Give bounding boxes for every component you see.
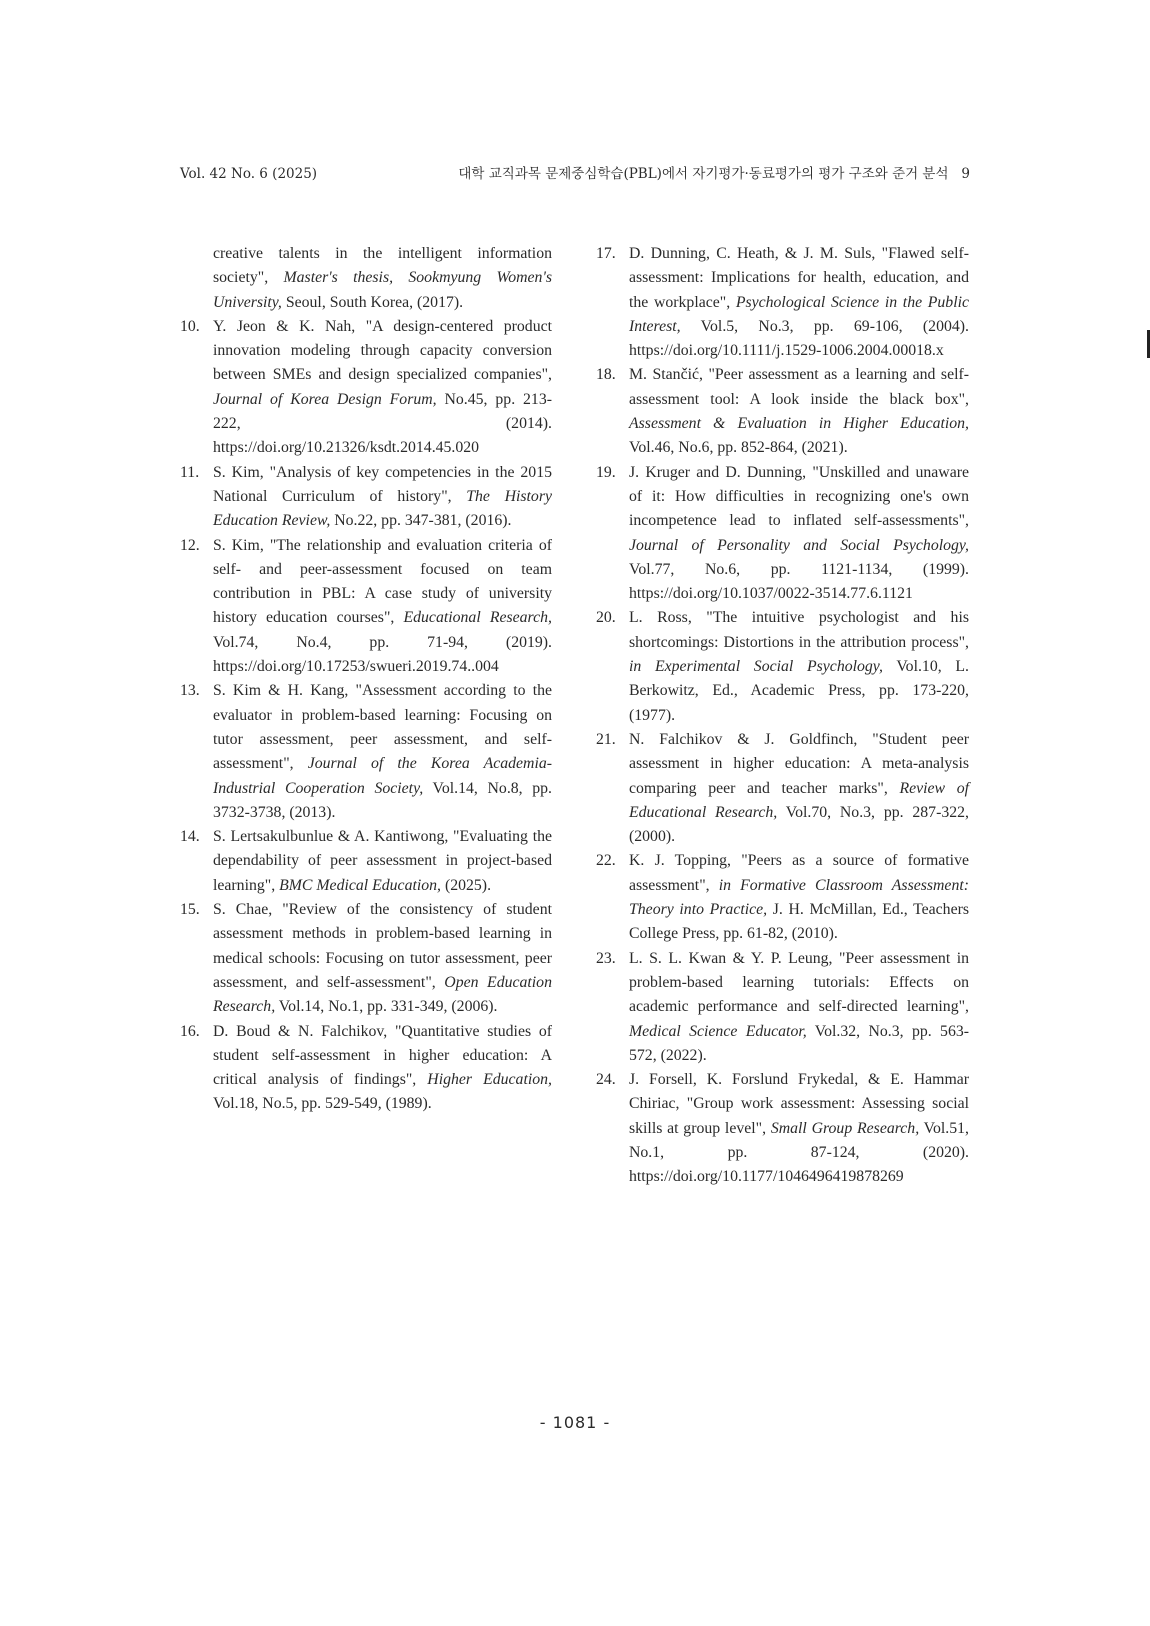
ref-number: 12. <box>180 536 200 554</box>
running-header <box>180 162 970 186</box>
ref-text: Y. Jeon & K. Nah, "A design-centered product innovation modeling through capacity conversion between SMEs and design specialized companies", <box>213 317 552 384</box>
ref-text: J. Kruger and D. Dunning, "Unskilled and unaware of it: How difficulties in recognizing one's own incompetence lead to inflated self-assessments", <box>629 463 969 530</box>
reference-item <box>596 1068 969 1189</box>
ref-details: Vol.18, No.5, pp. 529-549, (1989). <box>213 1095 432 1113</box>
ref-source: Educational Research, <box>403 609 552 627</box>
ref-details: Vol.70, No.3, pp. 287-322, (2000). <box>629 803 969 846</box>
ref-details: Vol.32, No.3, pp. 563-572, (2022). <box>629 1022 969 1064</box>
ref-text: S. Chae, "Review of the consistency of student assessment methods in problem-based learning in medical schools: Focusing on tutor assessment, peer assessment, and self-assessment", <box>213 901 552 991</box>
ref-details: (2025). <box>441 876 492 894</box>
ref-details: Vol.10, L. Berkowitz, Ed., Academic Press, pp. 173-220, (1977). <box>629 658 969 724</box>
ref-text: S. Kim, "Analysis of key competencies in the 2015 National Curriculum of history", <box>213 463 552 505</box>
ref-text: N. Falchikov & J. Goldfinch, "Student peer assessment in higher education: A meta-analysis comparing peer and teacher marks", <box>629 730 969 797</box>
ref-details: J. H. McMillan, Ed., Teachers College Press, pp. 61-82, (2010). <box>629 901 969 943</box>
running-title <box>458 162 970 186</box>
reference-item <box>596 461 969 607</box>
reference-item <box>180 679 552 825</box>
ref-source: Master's thesis, Sookmyung Women's University, <box>213 269 552 311</box>
ref-number: 21. <box>596 730 616 748</box>
reference-item <box>596 242 969 363</box>
page-number-footer: - 1081 - <box>539 1413 611 1432</box>
ref-number: 22. <box>596 852 616 870</box>
ref-source: Small Group Research, <box>770 1119 920 1137</box>
reference-item <box>180 898 552 1019</box>
reference-item <box>180 534 552 680</box>
ref-text: M. Stančić, "Peer assessment as a learning and self-assessment tool: A look inside the black box", <box>629 366 969 408</box>
ref-details: Seoul, South Korea, (2017). <box>281 293 464 311</box>
ref-source: Journal of Personality and Social Psychology, <box>629 536 969 554</box>
ref-source: The History Education Review, <box>213 487 552 530</box>
running-title-text: 대학 교직과목 문제중심학습(PBL)에서 자기평가·동료평가의 평가 구조와 준거 분석 <box>458 166 949 182</box>
ref-details: No.22, pp. 347-381, (2016). <box>330 512 512 530</box>
reference-item <box>180 1020 552 1117</box>
reference-item <box>596 947 969 1068</box>
ref-number: 15. <box>180 901 200 919</box>
ref-source: in Experimental Social Psychology, <box>629 658 883 676</box>
ref-text: K. J. Topping, "Peers as a source of formative assessment", <box>629 852 969 894</box>
ref-text: S. Kim & H. Kang, "Assessment according to the evaluator in problem-based learning: Focusing on tutor assessment, peer assessment, and self-assessment", <box>213 682 552 773</box>
ref-number: 24. <box>596 1071 616 1089</box>
ref-text: S. Kim, "The relationship and evaluation criteria of self- and peer-assessment focused on team contribution in PBL: A case study of university history education courses", <box>213 536 552 627</box>
header-page-number: 9 <box>961 166 970 182</box>
ref-number: 20. <box>596 609 616 627</box>
ref-details: Vol.46, No.6, pp. 852-864, (2021). <box>629 439 848 457</box>
ref-source: Assessment & Evaluation in Higher Education, <box>629 415 969 433</box>
reference-item <box>180 315 552 461</box>
ref-details: Vol.77, No.6, pp. 1121-1134, (1999). https://doi.org/10.1037/0022-3514.77.6.1121 <box>629 560 969 603</box>
ref-number: 23. <box>596 949 616 967</box>
ref-text: L. S. L. Kwan & Y. P. Leung, "Peer assessment in problem-based learning tutorials: Effects on academic performance and self-directed learning", <box>629 949 969 1016</box>
reference-item <box>596 363 969 460</box>
reference-item <box>180 461 552 534</box>
reference-item <box>596 606 969 727</box>
ref-number: 13. <box>180 682 200 700</box>
reference-item <box>180 825 552 898</box>
ref-details: Vol.74, No.4, pp. 71-94, (2019). https://doi.org/10.17253/swueri.2019.74..004 <box>213 633 552 676</box>
ref-text: S. Lertsakulbunlue & A. Kantiwong, "Evaluating the dependability of peer assessment in project-based learning", <box>213 828 552 894</box>
ref-details: Vol.14, No.1, pp. 331-349, (2006). <box>275 998 498 1016</box>
ref-text: L. Ross, "The intuitive psychologist and his shortcomings: Distortions in the attribution process", <box>629 609 969 651</box>
journal-volume: Vol. 42 No. 6 (2025) <box>180 166 318 182</box>
right-column <box>596 242 969 1190</box>
ref-source: Open Education Research, <box>213 973 552 1016</box>
ref-text: D. Boud & N. Falchikov, "Quantitative studies of student self-assessment in higher education: A critical analysis of findings", <box>213 1022 552 1089</box>
ref-details: Vol.51, No.1, pp. 87-124, (2020). https://doi.org/10.1177/1046496419878269 <box>629 1119 969 1186</box>
ref-source: Psychological Science in the Public Interest, <box>629 293 969 335</box>
ref-source: Journal of the Korea Academia-Industrial Cooperation Society, <box>213 755 553 797</box>
ref-details: Vol.5, No.3, pp. 69-106, (2004). https://doi.org/10.1111/j.1529-1006.2004.00018.x <box>629 317 969 360</box>
ref-details: Vol.14, No.8, pp. 3732-3738, (2013). <box>213 779 553 821</box>
ref-source: Journal of Korea Design Forum, <box>213 390 437 408</box>
ref-text: D. Dunning, C. Heath, & J. M. Suls, "Flawed self-assessment: Implications for health, education, and the workplace", <box>629 245 969 311</box>
ref-number: 17. <box>596 245 616 262</box>
ref-source: Review of Educational Research, <box>629 779 969 821</box>
reference-item <box>596 849 969 946</box>
ref-number: 10. <box>180 317 200 335</box>
reference-item <box>596 728 969 849</box>
ref-source: in Formative Classroom Assessment: Theory into Practice, <box>629 876 969 919</box>
ref-source: Higher Education, <box>427 1071 552 1089</box>
ref-source: BMC Medical Education, <box>279 876 441 894</box>
ref-number: 19. <box>596 463 616 481</box>
ref-source: Medical Science Educator, <box>629 1022 807 1040</box>
ref-number: 14. <box>180 828 200 846</box>
ref-number: 16. <box>180 1022 200 1040</box>
left-column <box>180 242 552 1117</box>
ref-text: creative talents in the intelligent information society", <box>213 245 552 287</box>
ref-details: No.45, pp. 213-222, (2014). https://doi.org/10.21326/ksdt.2014.45.020 <box>213 390 552 457</box>
reference-continuation <box>180 242 552 315</box>
ref-number: 18. <box>596 366 616 384</box>
ref-number: 11. <box>180 463 200 481</box>
ref-text: J. Forsell, K. Forslund Frykedal, & E. Hammar Chiriac, "Group work assessment: Assessing social skills at group level", <box>629 1071 969 1137</box>
